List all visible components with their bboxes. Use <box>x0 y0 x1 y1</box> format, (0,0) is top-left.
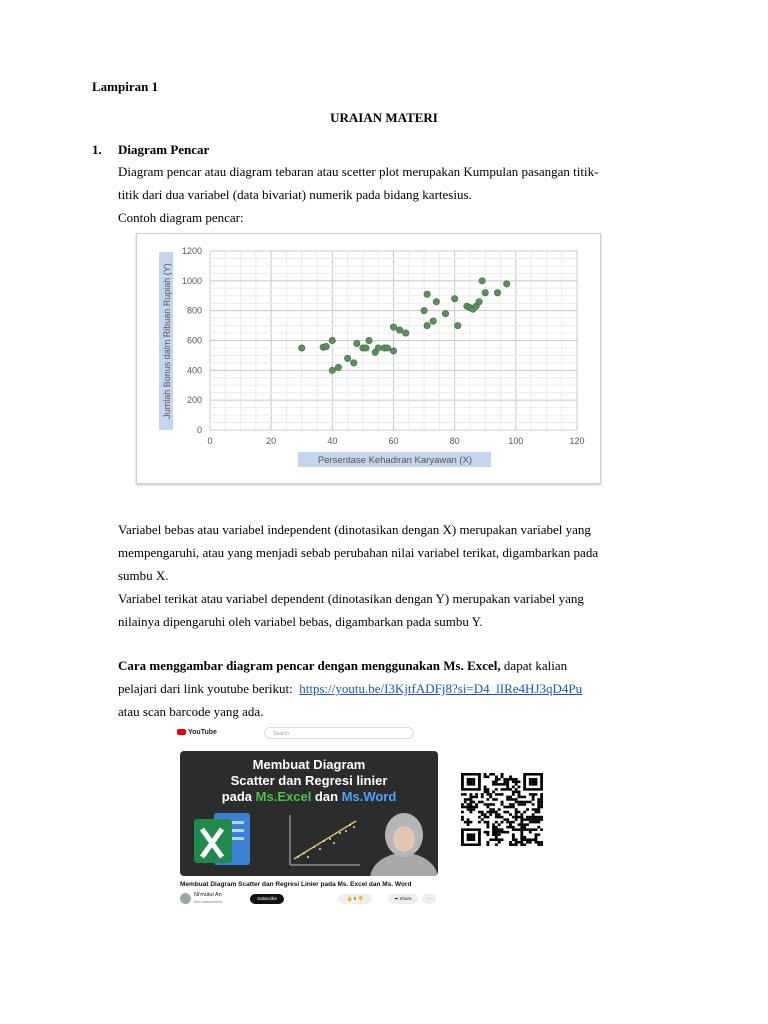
youtube-search-box[interactable]: Search <box>264 727 414 739</box>
data-point <box>366 337 372 343</box>
youtube-screenshot[interactable] <box>174 724 442 908</box>
thumbs-down-icon: 👎 <box>357 896 364 901</box>
youtube-header <box>174 724 442 744</box>
x-tick-label: 20 <box>266 436 277 446</box>
like-count: 0 <box>353 896 357 901</box>
para-x-line-3: sumbu X. <box>118 568 169 583</box>
y-tick-labels <box>182 246 202 435</box>
data-point <box>503 281 509 287</box>
x-tick-label: 120 <box>569 436 585 446</box>
data-point <box>494 290 500 296</box>
howto-rest-text: dapat kalian <box>500 658 568 673</box>
section-number: 1. <box>92 142 102 157</box>
x-tick-label: 100 <box>508 436 524 446</box>
scatter-chart-svg <box>137 234 600 483</box>
data-point <box>390 324 396 330</box>
intro-line-2: titik dari dua variabel (data bivariat) numerik pada bidang kartesius. <box>118 187 472 202</box>
thumb-title: Membuat Diagram Scatter dan Regresi linier <box>230 757 388 788</box>
data-point <box>424 291 430 297</box>
data-point <box>476 299 482 305</box>
data-point <box>479 278 485 284</box>
qr-code-icon[interactable] <box>461 773 543 846</box>
data-point <box>433 299 439 305</box>
subscribe-button[interactable]: Subscribe <box>250 894 284 904</box>
para-y-line-1: Variabel terikat atau variabel dependent (dinotasikan dengan Y) merupakan variabel yang <box>118 591 584 606</box>
howto-line-3: atau scan barcode yang ada. <box>118 704 264 719</box>
thumb-title-line-3: pada Ms.Excel dan Ms.Word <box>221 789 397 804</box>
data-point <box>351 360 357 366</box>
data-point <box>442 310 448 316</box>
data-point <box>363 345 369 351</box>
youtube-play-icon <box>177 729 186 735</box>
data-point <box>421 307 427 313</box>
video-caption[interactable]: Membuat Diagram Scatter dan Regresi Linier pada Ms. Excel dan Ms. Word <box>180 881 412 888</box>
channel-name[interactable]: Ni'mutul An <box>194 892 222 898</box>
more-options-button[interactable]: ··· <box>422 894 436 904</box>
data-point <box>482 290 488 296</box>
scatter-chart <box>136 233 601 484</box>
chart-grid <box>210 251 577 430</box>
y-axis-label: Jumlah Bonus dalm Ribuan Rupiah (Y) <box>162 263 172 419</box>
mini-scatter-icon <box>284 813 362 869</box>
para-y-line-2: nilainya dipengaruhi oleh variabel bebas, digambarkan pada sumbu Y. <box>118 614 483 629</box>
para-x-line-2: mempengaruhi, atau yang menjadi sebab perubahan nilai variabel terikat, digambarkan pada <box>118 545 599 560</box>
data-point <box>390 348 396 354</box>
y-tick-label: 800 <box>186 305 202 316</box>
video-thumbnail[interactable] <box>180 751 438 876</box>
data-point <box>384 345 390 351</box>
x-axis-label: Persentase Kehadiran Karyawan (X) <box>317 455 473 466</box>
intro-paragraph <box>118 160 678 229</box>
y-tick-label: 600 <box>186 335 202 346</box>
thumbs-up-icon: 👍 <box>346 896 353 901</box>
y-tick-label: 0 <box>196 425 202 435</box>
channel-avatar[interactable] <box>180 893 191 904</box>
howto-line-2: pelajari dari link youtube berikut: <box>118 681 293 696</box>
data-point <box>354 340 360 346</box>
youtube-logo: YouTube <box>177 729 217 736</box>
example-label: Contoh diagram pencar: <box>118 210 244 225</box>
howto-paragraph <box>118 654 678 723</box>
youtube-link[interactable]: https://youtu.be/I3KjtfADFj8?si=D4_lIRe4HJ3qD4Pu <box>299 681 583 696</box>
data-point <box>455 322 461 328</box>
like-dislike-button[interactable] <box>338 894 372 904</box>
data-point <box>323 343 329 349</box>
x-tick-labels <box>207 436 584 446</box>
page-title: URAIAN MATERI <box>330 110 438 125</box>
y-tick-label: 1200 <box>181 246 202 256</box>
data-point <box>329 337 335 343</box>
x-tick-label: 60 <box>388 436 399 446</box>
data-point <box>451 296 457 302</box>
presenter-image <box>370 809 438 876</box>
channel-row <box>180 892 438 906</box>
excel-word-icon <box>192 809 264 871</box>
x-tick-label: 0 <box>207 436 213 446</box>
data-point <box>335 364 341 370</box>
data-point <box>344 355 350 361</box>
para-x-line-1: Variabel bebas atau variabel independent (dinotasikan dengan X) merupakan variabel yang <box>118 522 591 537</box>
intro-line-1: Diagram pencar atau diagram tebaran atau scetter plot merupakan Kumpulan pasangan titik- <box>118 164 599 179</box>
data-point <box>396 327 402 333</box>
appendix-label: Lampiran 1 <box>92 79 159 94</box>
data-point <box>375 345 381 351</box>
x-tick-label: 80 <box>449 436 460 446</box>
howto-bold-text: Cara menggambar diagram pencar dengan menggunakan Ms. Excel, <box>118 658 501 673</box>
data-point <box>329 367 335 373</box>
y-tick-label: 1000 <box>181 275 202 286</box>
share-button[interactable]: ➦ Share <box>388 894 418 904</box>
x-tick-label: 40 <box>327 436 338 446</box>
y-tick-label: 400 <box>186 365 202 376</box>
variable-x-paragraph <box>118 518 678 633</box>
share-icon: ➦ <box>394 896 399 901</box>
subscriber-count: 364 subscribers <box>194 899 223 904</box>
data-point <box>299 345 305 351</box>
data-point <box>430 318 436 324</box>
data-point <box>424 322 430 328</box>
section-title: Diagram Pencar <box>118 142 210 157</box>
data-point <box>403 330 409 336</box>
y-tick-label: 200 <box>186 395 202 406</box>
